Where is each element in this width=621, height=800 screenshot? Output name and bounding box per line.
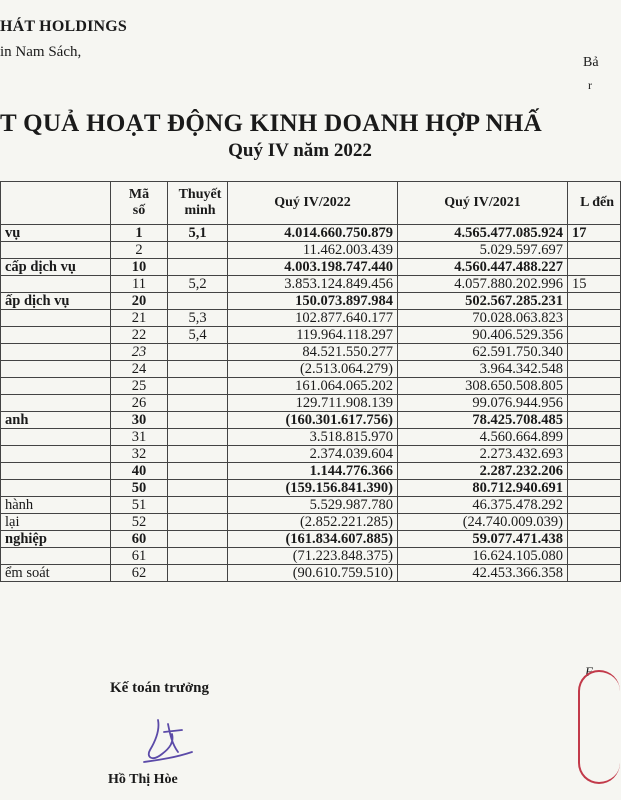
- row-q4-2022: 4.003.198.747.440: [228, 259, 398, 276]
- income-statement-table: [0, 181, 621, 582]
- table-row: [1, 395, 621, 412]
- row-q4-2022: (161.834.607.885): [228, 531, 398, 548]
- row-ma-so: 60: [111, 531, 168, 548]
- table-row: [1, 276, 621, 293]
- report-title: T QUẢ HOẠT ĐỘNG KINH DOANH HỢP NHẤ: [0, 110, 542, 137]
- row-thuyet-minh: [168, 242, 228, 259]
- row-label: hành: [1, 497, 111, 514]
- row-thuyet-minh: [168, 344, 228, 361]
- signature-scribble-icon: [138, 712, 198, 772]
- row-thuyet-minh: 5,4: [168, 327, 228, 344]
- row-thuyet-minh: [168, 446, 228, 463]
- row-ma-so: 21: [111, 310, 168, 327]
- row-label: [1, 276, 111, 293]
- row-ma-so: 24: [111, 361, 168, 378]
- row-label: [1, 548, 111, 565]
- row-ma-so: 11: [111, 276, 168, 293]
- row-q4-2022: (71.223.848.375): [228, 548, 398, 565]
- table-row: [1, 480, 621, 497]
- row-cumulative: 15: [568, 276, 621, 293]
- row-thuyet-minh: [168, 531, 228, 548]
- row-cumulative: [568, 548, 621, 565]
- row-cumulative: [568, 361, 621, 378]
- row-q4-2022: 119.964.118.297: [228, 327, 398, 344]
- table-row: [1, 548, 621, 565]
- row-q4-2021: 2.287.232.206: [398, 463, 568, 480]
- row-label: [1, 395, 111, 412]
- row-thuyet-minh: [168, 395, 228, 412]
- row-ma-so: 31: [111, 429, 168, 446]
- row-cumulative: [568, 293, 621, 310]
- row-cumulative: [568, 327, 621, 344]
- row-thuyet-minh: [168, 412, 228, 429]
- header-ma-so: [111, 182, 168, 225]
- table-row: [1, 344, 621, 361]
- table-row: [1, 446, 621, 463]
- row-q4-2021: 62.591.750.340: [398, 344, 568, 361]
- row-ma-so: 23: [111, 344, 168, 361]
- row-cumulative: [568, 531, 621, 548]
- row-cumulative: [568, 565, 621, 582]
- row-ma-so: 52: [111, 514, 168, 531]
- header-label: [1, 182, 111, 225]
- header-thuyet-minh: [168, 182, 228, 225]
- row-label: vụ: [1, 225, 111, 242]
- row-thuyet-minh: [168, 514, 228, 531]
- table-row: [1, 242, 621, 259]
- row-label: [1, 378, 111, 395]
- table-row: [1, 412, 621, 429]
- row-q4-2021: 16.624.105.080: [398, 548, 568, 565]
- table-row: [1, 497, 621, 514]
- row-q4-2021: 4.560.447.488.227: [398, 259, 568, 276]
- row-q4-2022: 150.073.897.984: [228, 293, 398, 310]
- header-q4-2021: Quý IV/2021: [398, 182, 568, 225]
- row-thuyet-minh: [168, 565, 228, 582]
- table-row: [1, 463, 621, 480]
- company-stamp-fragment: [578, 670, 620, 784]
- row-q4-2021: 99.076.944.956: [398, 395, 568, 412]
- row-q4-2022: (2.513.064.279): [228, 361, 398, 378]
- row-ma-so: 40: [111, 463, 168, 480]
- row-q4-2021: 308.650.508.805: [398, 378, 568, 395]
- header-cumulative: [568, 182, 621, 225]
- table-row: [1, 531, 621, 548]
- row-q4-2022: 3.518.815.970: [228, 429, 398, 446]
- row-cumulative: [568, 514, 621, 531]
- row-cumulative: [568, 412, 621, 429]
- row-label: anh: [1, 412, 111, 429]
- header-thuyet-minh-text: Thuyết minh: [178, 187, 222, 218]
- header-cumulative-text: L đến: [580, 195, 614, 210]
- row-ma-so: 51: [111, 497, 168, 514]
- row-q4-2021: 4.560.664.899: [398, 429, 568, 446]
- row-label: [1, 429, 111, 446]
- row-q4-2022: (160.301.617.756): [228, 412, 398, 429]
- row-cumulative: 17: [568, 225, 621, 242]
- row-cumulative: [568, 497, 621, 514]
- row-thuyet-minh: [168, 361, 228, 378]
- row-q4-2021: 70.028.063.823: [398, 310, 568, 327]
- row-thuyet-minh: [168, 378, 228, 395]
- table-row: [1, 310, 621, 327]
- row-q4-2022: 84.521.550.277: [228, 344, 398, 361]
- row-ma-so: 2: [111, 242, 168, 259]
- row-cumulative: [568, 242, 621, 259]
- row-q4-2022: 129.711.908.139: [228, 395, 398, 412]
- row-ma-so: 22: [111, 327, 168, 344]
- right-header-fragment-2: r: [588, 78, 592, 92]
- row-cumulative: [568, 446, 621, 463]
- row-thuyet-minh: [168, 497, 228, 514]
- row-q4-2022: (2.852.221.285): [228, 514, 398, 531]
- right-signature-fragment: F: [585, 664, 593, 679]
- row-label: [1, 327, 111, 344]
- signature-title: Kế toán trưởng: [110, 680, 209, 696]
- table-row: [1, 378, 621, 395]
- row-q4-2021: 46.375.478.292: [398, 497, 568, 514]
- row-q4-2021: (24.740.009.039): [398, 514, 568, 531]
- row-label: [1, 446, 111, 463]
- row-thuyet-minh: [168, 293, 228, 310]
- row-cumulative: [568, 259, 621, 276]
- row-ma-so: 26: [111, 395, 168, 412]
- row-thuyet-minh: [168, 463, 228, 480]
- row-label: cấp dịch vụ: [1, 259, 111, 276]
- row-ma-so: 62: [111, 565, 168, 582]
- table-row: [1, 361, 621, 378]
- right-header-fragment: Bả: [583, 55, 599, 70]
- row-label: [1, 242, 111, 259]
- row-ma-so: 32: [111, 446, 168, 463]
- row-q4-2022: 1.144.776.366: [228, 463, 398, 480]
- row-ma-so: 61: [111, 548, 168, 565]
- table-row: [1, 293, 621, 310]
- row-q4-2021: 80.712.940.691: [398, 480, 568, 497]
- row-q4-2022: (159.156.841.390): [228, 480, 398, 497]
- row-q4-2022: 11.462.003.439: [228, 242, 398, 259]
- row-thuyet-minh: [168, 429, 228, 446]
- company-address: in Nam Sách,: [0, 44, 82, 60]
- row-q4-2021: 502.567.285.231: [398, 293, 568, 310]
- table-row: [1, 429, 621, 446]
- row-cumulative: [568, 395, 621, 412]
- row-thuyet-minh: [168, 480, 228, 497]
- row-label: [1, 310, 111, 327]
- row-q4-2022: (90.610.759.510): [228, 565, 398, 582]
- row-thuyet-minh: 5,2: [168, 276, 228, 293]
- row-thuyet-minh: [168, 259, 228, 276]
- table-row: [1, 225, 621, 242]
- table-row: [1, 565, 621, 582]
- report-period: Quý IV năm 2022: [228, 140, 372, 161]
- table-row: [1, 514, 621, 531]
- row-q4-2022: 161.064.065.202: [228, 378, 398, 395]
- row-ma-so: 25: [111, 378, 168, 395]
- row-ma-so: 30: [111, 412, 168, 429]
- row-cumulative: [568, 310, 621, 327]
- row-label: [1, 463, 111, 480]
- row-label: [1, 344, 111, 361]
- table-header-row: [1, 182, 621, 225]
- row-q4-2022: 3.853.124.849.456: [228, 276, 398, 293]
- row-thuyet-minh: [168, 548, 228, 565]
- row-cumulative: [568, 344, 621, 361]
- row-label: [1, 361, 111, 378]
- row-label: [1, 480, 111, 497]
- row-q4-2022: 5.529.987.780: [228, 497, 398, 514]
- row-ma-so: 50: [111, 480, 168, 497]
- row-ma-so: 1: [111, 225, 168, 242]
- row-label: ấp dịch vụ: [1, 293, 111, 310]
- row-q4-2022: 4.014.660.750.879: [228, 225, 398, 242]
- row-thuyet-minh: 5,3: [168, 310, 228, 327]
- row-cumulative: [568, 463, 621, 480]
- company-name: HÁT HOLDINGS: [0, 18, 128, 35]
- row-q4-2021: 42.453.366.358: [398, 565, 568, 582]
- row-thuyet-minh: 5,1: [168, 225, 228, 242]
- row-q4-2021: 78.425.708.485: [398, 412, 568, 429]
- row-ma-so: 10: [111, 259, 168, 276]
- row-q4-2021: 59.077.471.438: [398, 531, 568, 548]
- signatory-name: Hồ Thị Hòe: [108, 772, 178, 787]
- row-q4-2022: 102.877.640.177: [228, 310, 398, 327]
- row-cumulative: [568, 378, 621, 395]
- table-row: [1, 259, 621, 276]
- row-q4-2022: 2.374.039.604: [228, 446, 398, 463]
- table-row: [1, 327, 621, 344]
- row-ma-so: 20: [111, 293, 168, 310]
- row-label: lại: [1, 514, 111, 531]
- row-cumulative: [568, 480, 621, 497]
- row-label: nghiệp: [1, 531, 111, 548]
- header-ma-so-text: Mã số: [128, 187, 150, 218]
- row-q4-2021: 5.029.597.697: [398, 242, 568, 259]
- row-q4-2021: 2.273.432.693: [398, 446, 568, 463]
- row-q4-2021: 3.964.342.548: [398, 361, 568, 378]
- row-q4-2021: 4.565.477.085.924: [398, 225, 568, 242]
- row-label: ểm soát: [1, 565, 111, 582]
- row-cumulative: [568, 429, 621, 446]
- header-q4-2022: Quý IV/2022: [228, 182, 398, 225]
- row-q4-2021: 4.057.880.202.996: [398, 276, 568, 293]
- row-q4-2021: 90.406.529.356: [398, 327, 568, 344]
